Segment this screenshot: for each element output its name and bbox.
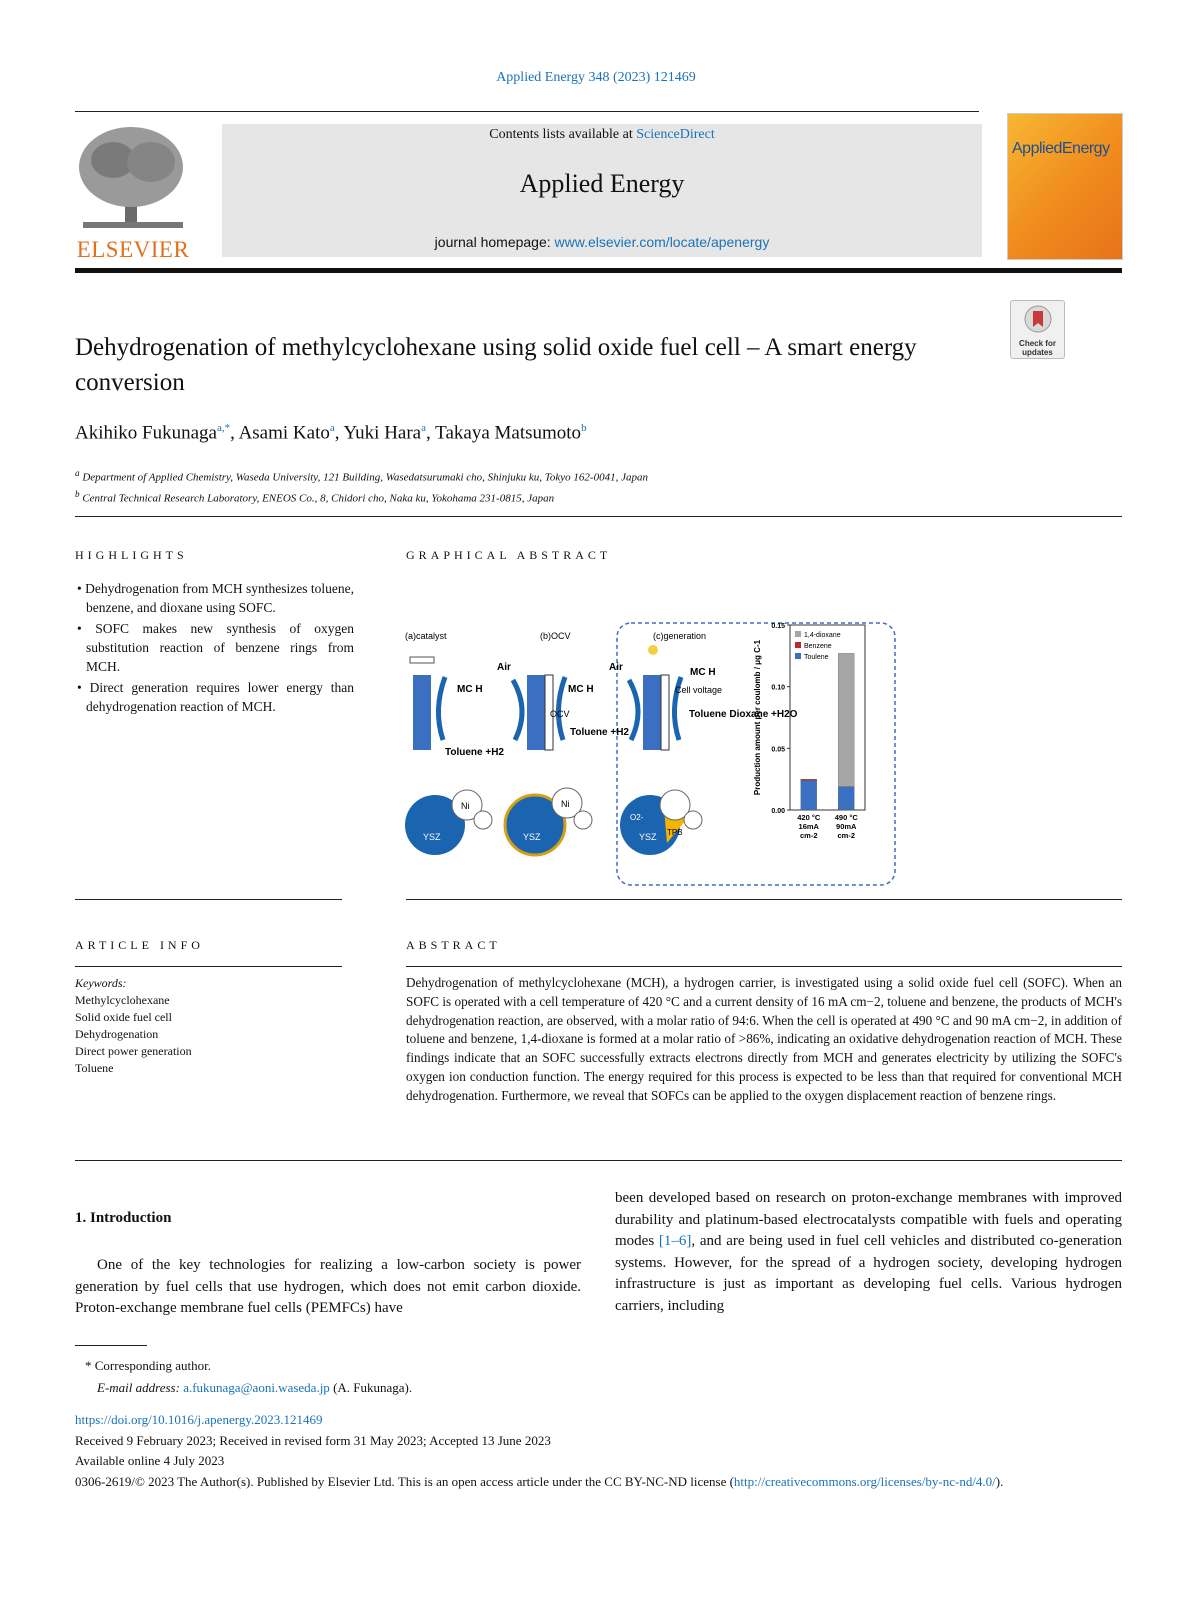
check-updates-badge[interactable] xyxy=(1010,300,1065,359)
keyword: Direct power generation xyxy=(75,1044,192,1058)
intro-heading: 1. Introduction xyxy=(75,1210,172,1226)
affiliation-text: Central Technical Research Laboratory, ENEOS Co., 8, Chidori cho, Naka ku, Yokohama 231-0815, Japan xyxy=(82,492,555,505)
highlight-item: • Direct generation requires lower energy than dehydrogenation reaction of MCH. xyxy=(77,680,354,714)
copyright-end: ). xyxy=(995,1473,1004,1489)
o2-label: O2- xyxy=(630,813,644,822)
footnote-rule xyxy=(75,1345,147,1346)
bar-segment xyxy=(838,653,854,786)
keywords-block xyxy=(75,975,192,1077)
abstract-heading: ABSTRACT xyxy=(406,938,501,952)
panel-c-label: (c)generation xyxy=(653,631,707,641)
ysz-ni-a xyxy=(405,790,492,855)
affiliation-mark: b xyxy=(75,488,80,499)
ocv-label: OCV xyxy=(550,709,570,719)
highlights-bottom-rule xyxy=(75,899,342,900)
y-tick-label: 0.10 xyxy=(771,684,785,692)
corresponding-text: Corresponding author. xyxy=(94,1358,212,1373)
elsevier-wordmark: ELSEVIER xyxy=(76,237,190,262)
legend-swatch xyxy=(795,642,801,648)
highlights-list xyxy=(75,579,354,718)
graphical-abstract-figure xyxy=(405,615,905,890)
keyword: Toluene xyxy=(75,1061,114,1075)
x-tick-label: cm-2 xyxy=(837,831,856,840)
affiliation-text: Department of Applied Chemistry, Waseda University, 121 Building, Wasedatsurumaki cho, Shinjuku ku, Tokyo 162-0041, Japan xyxy=(82,471,648,484)
journal-header-box xyxy=(222,124,982,257)
bar-segment xyxy=(801,779,817,780)
contents-line xyxy=(222,127,982,143)
received-line: Received 9 February 2023; Received in revised form 31 May 2023; Accepted 13 June 2023 xyxy=(75,1432,551,1448)
mch-label-b: MC H xyxy=(568,684,594,695)
legend-label: Benzene xyxy=(804,643,832,650)
x-tick-label: 420 °C xyxy=(797,813,821,822)
bar-segment xyxy=(801,780,817,810)
tpb-label: TPB xyxy=(667,828,683,837)
x-tick-label: 490 °C xyxy=(834,813,858,822)
author-affiliation-mark[interactable]: a xyxy=(421,422,426,434)
reference-link[interactable]: [1–6] xyxy=(658,1233,692,1249)
y-axis-label: Production amount per coulomb / μg C-1 xyxy=(753,639,762,796)
production-bar-chart xyxy=(753,623,865,840)
intro-right-part: , and are being used in fuel cell vehicles and distributed co-generation systems. However, for the spread of a hydrogen society, developing hydrogen infrastructure is just as important as developing fuel cells. Various hydrogen carriers, including xyxy=(615,1233,1122,1314)
legend-label: Toulene xyxy=(804,654,829,661)
author-name: Yuki Hara xyxy=(343,422,422,444)
affiliation-b xyxy=(75,486,648,507)
cell-generation xyxy=(609,645,798,750)
corresponding-note: * Corresponding author. xyxy=(85,1358,212,1373)
affiliation-mark: a xyxy=(75,468,80,478)
homepage-prefix: journal homepage: xyxy=(434,234,551,250)
article-info-rule xyxy=(75,966,342,967)
ni-label: Ni xyxy=(461,801,470,811)
author-affiliation-mark[interactable]: a xyxy=(329,422,335,434)
footnote xyxy=(75,1355,412,1399)
keyword: Dehydrogenation xyxy=(75,1027,159,1041)
license-link[interactable]: http://creativecommons.org/licenses/by-nc-nd/4.0/ xyxy=(733,1473,996,1489)
y-tick-label: 0.00 xyxy=(771,808,785,815)
ni-label-b: Ni xyxy=(561,799,570,809)
mch-label: MC H xyxy=(457,684,483,695)
abstract-rule xyxy=(406,966,1122,967)
ysz-label-c: YSZ xyxy=(639,832,657,842)
highlights-heading: HIGHLIGHTS xyxy=(75,548,188,562)
journal-reference[interactable]: Applied Energy 348 (2023) 121469 xyxy=(496,70,696,85)
keyword: Methylcyclohexane xyxy=(75,993,170,1007)
intro-left-text: One of the key technologies for realizing a low-carbon society is power generation by fuel cells that use hydrogen, which does not emit carbon dioxide. Proton-exchange membrane fuel cells (PEMFCs) have xyxy=(75,1257,581,1316)
elsevier-tree-icon xyxy=(73,122,193,232)
author-name: Akihiko Fukunaga xyxy=(75,422,217,444)
copyright-text: 0306-2619/© 2023 The Author(s). Published by Elsevier Ltd. This is an open access article under the CC BY-NC-ND license ( xyxy=(75,1473,734,1489)
ga-bottom-rule xyxy=(406,899,1122,900)
journal-title: Applied Energy xyxy=(519,169,685,198)
homepage-line xyxy=(222,234,982,250)
available-line: Available online 4 July 2023 xyxy=(75,1453,225,1468)
affiliation-rule xyxy=(75,516,1122,517)
intro-right-part: been developed based on research on proton-exchange membranes with improved durability and platinum-based electrocatalysts compatible with fuels and operating modes xyxy=(615,1190,1122,1249)
panel-a-label: (a)catalyst xyxy=(405,631,447,641)
air-label: Air xyxy=(497,662,511,673)
cell-catalyst xyxy=(410,657,504,758)
products-c-label: Toluene Dioxane +H2O xyxy=(689,709,798,720)
x-tick-label: cm-2 xyxy=(799,831,818,840)
air-label-c: Air xyxy=(609,662,623,673)
mch-label-c: MC H xyxy=(690,667,716,678)
doi-link[interactable]: https://doi.org/10.1016/j.apenergy.2023.121469 xyxy=(75,1412,323,1427)
legend-swatch xyxy=(795,631,801,637)
toluene-h2-label-b: Toluene +H2 xyxy=(570,727,629,738)
highlight-text: Dehydrogenation from MCH synthesizes toluene, benzene, and dioxane using SOFC. xyxy=(85,581,354,615)
highlight-item: • Dehydrogenation from MCH synthesizes toluene, benzene, and dioxane using SOFC. xyxy=(77,581,354,615)
abstract-bottom-rule xyxy=(75,1160,1122,1161)
article-title: Dehydrogenation of methylcyclohexane using solid oxide fuel cell – A smart energy conversion xyxy=(75,334,917,396)
copyright-line xyxy=(75,1472,1122,1493)
graphical-abstract-heading: GRAPHICAL ABSTRACT xyxy=(406,548,612,562)
author-affiliation-mark[interactable]: b xyxy=(581,422,587,434)
ysz-ni-b xyxy=(505,788,592,855)
bookmark-icon xyxy=(1023,304,1053,334)
panel-b-label: (b)OCV xyxy=(540,631,571,641)
cover-title: AppliedEnergy xyxy=(1012,140,1110,157)
author-name: Takaya Matsumoto xyxy=(435,422,582,444)
author-affiliation-mark[interactable]: a,* xyxy=(216,422,231,434)
email-label: E-mail address: xyxy=(97,1380,180,1395)
author-list: Akihiko Fukunaga$^{a,*}$, Asami Kato$^a$, Yuki Hara$^a$, Takaya Matsumoto$^b$ xyxy=(75,422,587,444)
keywords-label: Keywords: xyxy=(75,976,127,990)
legend-label: 1,4-dioxane xyxy=(804,632,841,639)
bar-segment xyxy=(838,787,854,810)
journal-cover[interactable] xyxy=(1007,113,1123,260)
email-line xyxy=(75,1377,412,1399)
header-thick-rule xyxy=(75,268,1122,273)
intro-right-text xyxy=(615,1188,1122,1317)
legend-swatch xyxy=(795,653,801,659)
elsevier-logo xyxy=(73,122,193,262)
ysz-label: YSZ xyxy=(423,832,441,842)
publication-info xyxy=(75,1410,1122,1492)
ysz-ni-c xyxy=(620,790,702,855)
email-name: (A. Fukunaga). xyxy=(333,1380,413,1395)
ysz-label-b: YSZ xyxy=(523,832,541,842)
article-info-heading: ARTICLE INFO xyxy=(75,938,204,952)
sciencedirect-link[interactable]: ScienceDirect xyxy=(636,127,715,142)
email-link[interactable]: a.fukunaga@aoni.waseda.jp xyxy=(183,1380,330,1395)
homepage-link[interactable]: www.elsevier.com/locate/apenergy xyxy=(554,234,770,250)
cell-ocv xyxy=(497,662,629,750)
abstract-text: Dehydrogenation of methylcyclohexane (MCH), a hydrogen carrier, is investigated using a solid oxide fuel cell (SOFC). When an SOFC is operated with a cell temperature of 420 °C and a current density of 16 mA cm−2, toluene and benzene, the products of MCH's dehydrogenation reaction, are observed, with a molar ratio of 94:6. When the cell is operated at 490 °C and 90 mA cm−2, in addition of toluene and benzene, 1,4-dioxane is formed at a molar ratio of >86%, indicating an oxidative dehydrogenation reaction of MCH. These findings indicate that an SOFC successfully extracts electrons directly from MCH and generates electricity by utilizing the SOFC's oxygen ion conduction function. The energy required for this process is expected to be less than that required for conventional MCH dehydrogenation. Furthermore, we reveal that SOFCs can be applied to the oxygen displacement reaction of benzene rings. xyxy=(406,975,1122,1103)
author-name: Asami Kato xyxy=(238,422,330,444)
toluene-h2-label: Toluene +H2 xyxy=(445,747,504,758)
y-tick-label: 0.05 xyxy=(771,746,785,754)
contents-prefix: Contents lists available at xyxy=(489,127,633,142)
cell-voltage-label: Cell voltage xyxy=(675,685,723,695)
affiliation-a xyxy=(75,465,648,486)
highlight-text: SOFC makes new synthesis of oxygen substitution reaction of benzene rings from MCH. xyxy=(86,621,354,674)
x-tick-label: 90mA xyxy=(836,822,857,831)
highlight-item: • SOFC makes new synthesis of oxygen substitution reaction of benzene rings from MCH. xyxy=(77,621,354,674)
x-tick-label: 16mA xyxy=(798,822,819,831)
keyword: Solid oxide fuel cell xyxy=(75,1010,172,1024)
highlight-text: Direct generation requires lower energy than dehydrogenation reaction of MCH. xyxy=(86,680,354,714)
y-tick-label: 0.15 xyxy=(771,623,785,630)
check-updates-label: Check for updates xyxy=(1019,339,1056,357)
header-top-rule xyxy=(75,111,979,112)
affiliations xyxy=(75,465,648,506)
